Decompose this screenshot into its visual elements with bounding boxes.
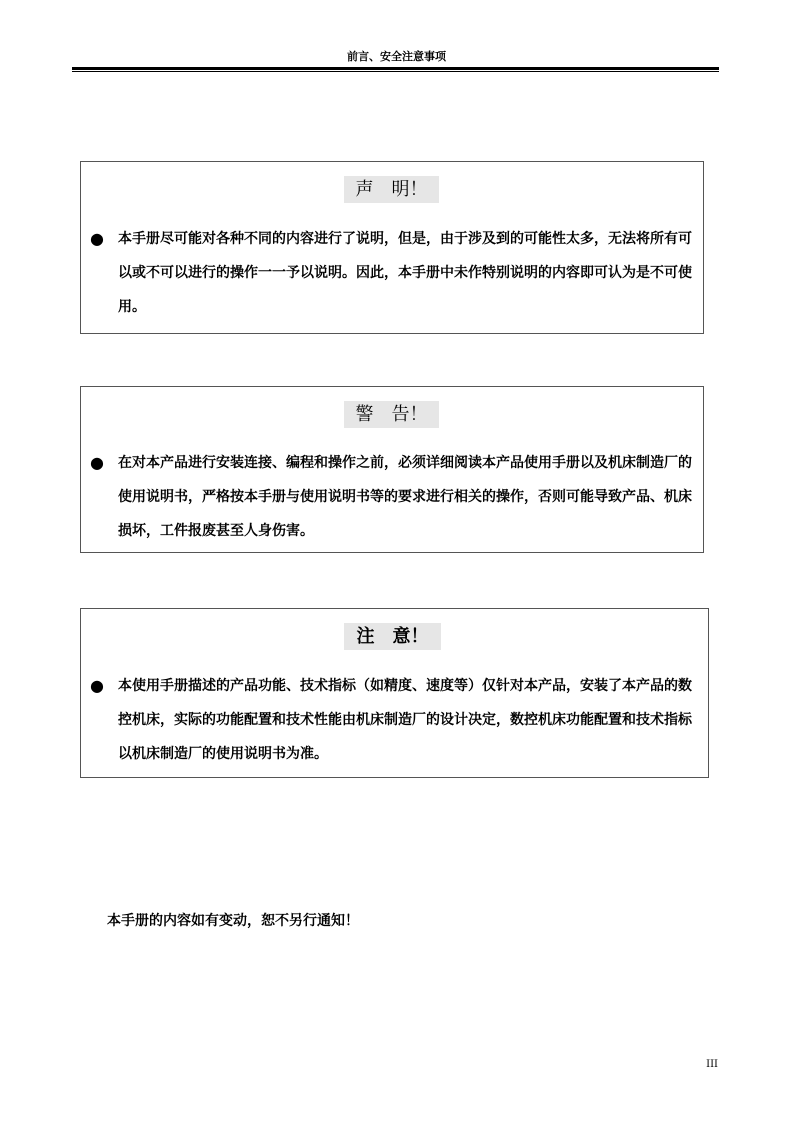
warning-text: 在对本产品进行安装连接、编程和操作之前，必须详细阅读本产品使用手册以及机床制造厂的使用说明书，严格按本手册与使用说明书等的要求进行相关的操作，否则可能导致产品、机床损坏，工件报废甚至人身伤害。 [118,455,692,539]
header-rule-thin [72,71,719,72]
running-header: 前言、安全注意事项 [347,50,446,63]
warning-box [80,386,704,553]
caution-box [80,608,709,778]
page-number: III [706,1059,718,1070]
header-rule-thick [72,67,719,70]
caution-text: 本使用手册描述的产品功能、技术指标（如精度、速度等）仅针对本产品，安装了本产品的数控机床，实际的功能配置和技术性能由机床制造厂的设计决定，数控机床功能配置和技术指标以机床制造厂的使用说明书为准。 [118,678,692,762]
bullet-icon: ● [90,229,104,248]
bullet-icon: ● [90,676,104,695]
declaration-box [80,161,704,334]
declaration-text: 本手册尽可能对各种不同的内容进行了说明，但是，由于涉及到的可能性太多，无法将所有可以或不可以进行的操作一一予以说明。因此，本手册中未作特别说明的内容即可认为是不可使用。 [118,231,692,315]
bullet-icon: ● [90,453,104,472]
change-notice: 本手册的内容如有变动，恕不另行通知！ [107,913,359,929]
warning-title: 警 告！ [344,401,439,428]
declaration-title: 声 明！ [344,176,439,203]
caution-title: 注 意！ [344,623,441,650]
